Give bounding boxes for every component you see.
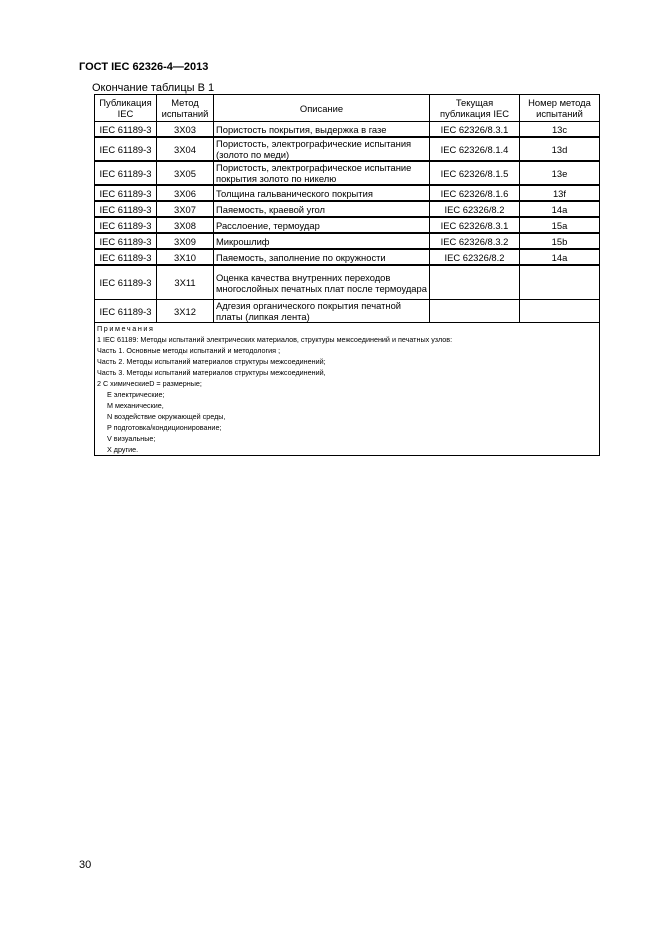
table-row (95, 201, 600, 217)
cell-method: 3X09 (157, 233, 214, 249)
cell-method: 3X04 (157, 137, 214, 161)
cell-method: 3X05 (157, 161, 214, 185)
cell-current-publication: IEC 62326/8.2 (430, 249, 520, 265)
note-line: Часть 2. Методы испытаний материалов структуры межсоединений; (97, 357, 326, 366)
cell-method-number: 15b (520, 233, 600, 249)
table-row (95, 265, 600, 300)
cell-publication: IEC 61189-3 (95, 137, 157, 161)
cell-method-number: 13d (520, 137, 600, 161)
cell-description: Паяемость, заполнение по окружности (214, 249, 430, 265)
note-line: Часть 1. Основные методы испытаний и методология ; (97, 346, 281, 355)
cell-method-number (520, 265, 600, 300)
note-line: M механические, (107, 401, 164, 410)
column-header-publication: Публикация IEC (95, 95, 157, 122)
table-row (95, 122, 600, 138)
column-header-method-number: Номер метода испытаний (520, 95, 600, 122)
column-header-method: Метод испытаний (157, 95, 214, 122)
methods-table (94, 94, 600, 456)
cell-description: Микрошлиф (214, 233, 430, 249)
cell-method: 3X12 (157, 300, 214, 323)
table-header-row (95, 95, 600, 122)
note-line: V визуальные; (107, 434, 156, 443)
table-row (95, 249, 600, 265)
cell-publication: IEC 61189-3 (95, 233, 157, 249)
cell-description: Пористость покрытия, выдержка в газе (214, 122, 430, 138)
column-header-description: Описание (214, 95, 430, 122)
table-caption: Окончание таблицы В 1 (92, 82, 215, 94)
cell-current-publication: IEC 62326/8.1.5 (430, 161, 520, 185)
cell-publication: IEC 61189-3 (95, 249, 157, 265)
cell-method: 3X03 (157, 122, 214, 138)
note-line: X другие. (107, 445, 139, 454)
cell-current-publication: IEC 62326/8.3.1 (430, 122, 520, 138)
cell-description: Пористость, электрографические испытания (золото по меди) (214, 137, 430, 161)
table-row (95, 233, 600, 249)
note-line: 1 IEC 61189: Методы испытаний электрических материалов, структуры межсоединений и печатных узлов: (97, 335, 453, 344)
cell-current-publication: IEC 62326/8.1.4 (430, 137, 520, 161)
notes-cell (95, 323, 600, 456)
cell-publication: IEC 61189-3 (95, 265, 157, 300)
cell-method-number: 13e (520, 161, 600, 185)
cell-method: 3X06 (157, 185, 214, 201)
cell-description: Паяемость, краевой угол (214, 201, 430, 217)
note-line: N воздействие окружающей среды, (107, 412, 226, 421)
page-number: 30 (79, 859, 92, 871)
table-row (95, 300, 600, 323)
note-line: E электрические; (107, 390, 165, 399)
cell-method-number: 15a (520, 217, 600, 233)
cell-description: Пористость, электрографическое испытание покрытия золото по никелю (214, 161, 430, 185)
cell-publication: IEC 61189-3 (95, 201, 157, 217)
table-row (95, 161, 600, 185)
note-line: P подготовка/кондиционирование; (107, 423, 222, 432)
cell-method-number: 13c (520, 122, 600, 138)
cell-method: 3X07 (157, 201, 214, 217)
cell-current-publication (430, 265, 520, 300)
cell-publication: IEC 61189-3 (95, 122, 157, 138)
cell-method: 3X10 (157, 249, 214, 265)
table-row (95, 137, 600, 161)
note-line: 2 С химическиеD = размерные; (97, 379, 202, 388)
cell-method-number: 13f (520, 185, 600, 201)
cell-description: Толщина гальванического покрытия (214, 185, 430, 201)
cell-method-number: 14a (520, 201, 600, 217)
cell-current-publication: IEC 62326/8.3.2 (430, 233, 520, 249)
cell-current-publication: IEC 62326/8.2 (430, 201, 520, 217)
cell-publication: IEC 61189-3 (95, 161, 157, 185)
cell-method: 3X08 (157, 217, 214, 233)
cell-method-number (520, 300, 600, 323)
cell-description: Расслоение, термоудар (214, 217, 430, 233)
cell-publication: IEC 61189-3 (95, 185, 157, 201)
cell-method: 3X11 (157, 265, 214, 300)
cell-current-publication (430, 300, 520, 323)
cell-publication: IEC 61189-3 (95, 300, 157, 323)
cell-publication: IEC 61189-3 (95, 217, 157, 233)
notes-row (95, 323, 600, 456)
cell-current-publication: IEC 62326/8.1.6 (430, 185, 520, 201)
cell-description: Оценка качества внутренних переходов многослойных печатных плат после термоудара (214, 265, 430, 300)
cell-method-number: 14a (520, 249, 600, 265)
cell-current-publication: IEC 62326/8.3.1 (430, 217, 520, 233)
cell-description: Адгезия органического покрытия печатной платы (липкая лента) (214, 300, 430, 323)
column-header-current-publication: Текущая публикация IEC (430, 95, 520, 122)
document-header: ГОСТ IEC 62326-4—2013 (79, 61, 209, 73)
table-row (95, 217, 600, 233)
note-line: Часть 3. Методы испытаний материалов структуры межсоединений, (97, 368, 326, 377)
notes-title: Примечания (97, 324, 155, 333)
table-row (95, 185, 600, 201)
